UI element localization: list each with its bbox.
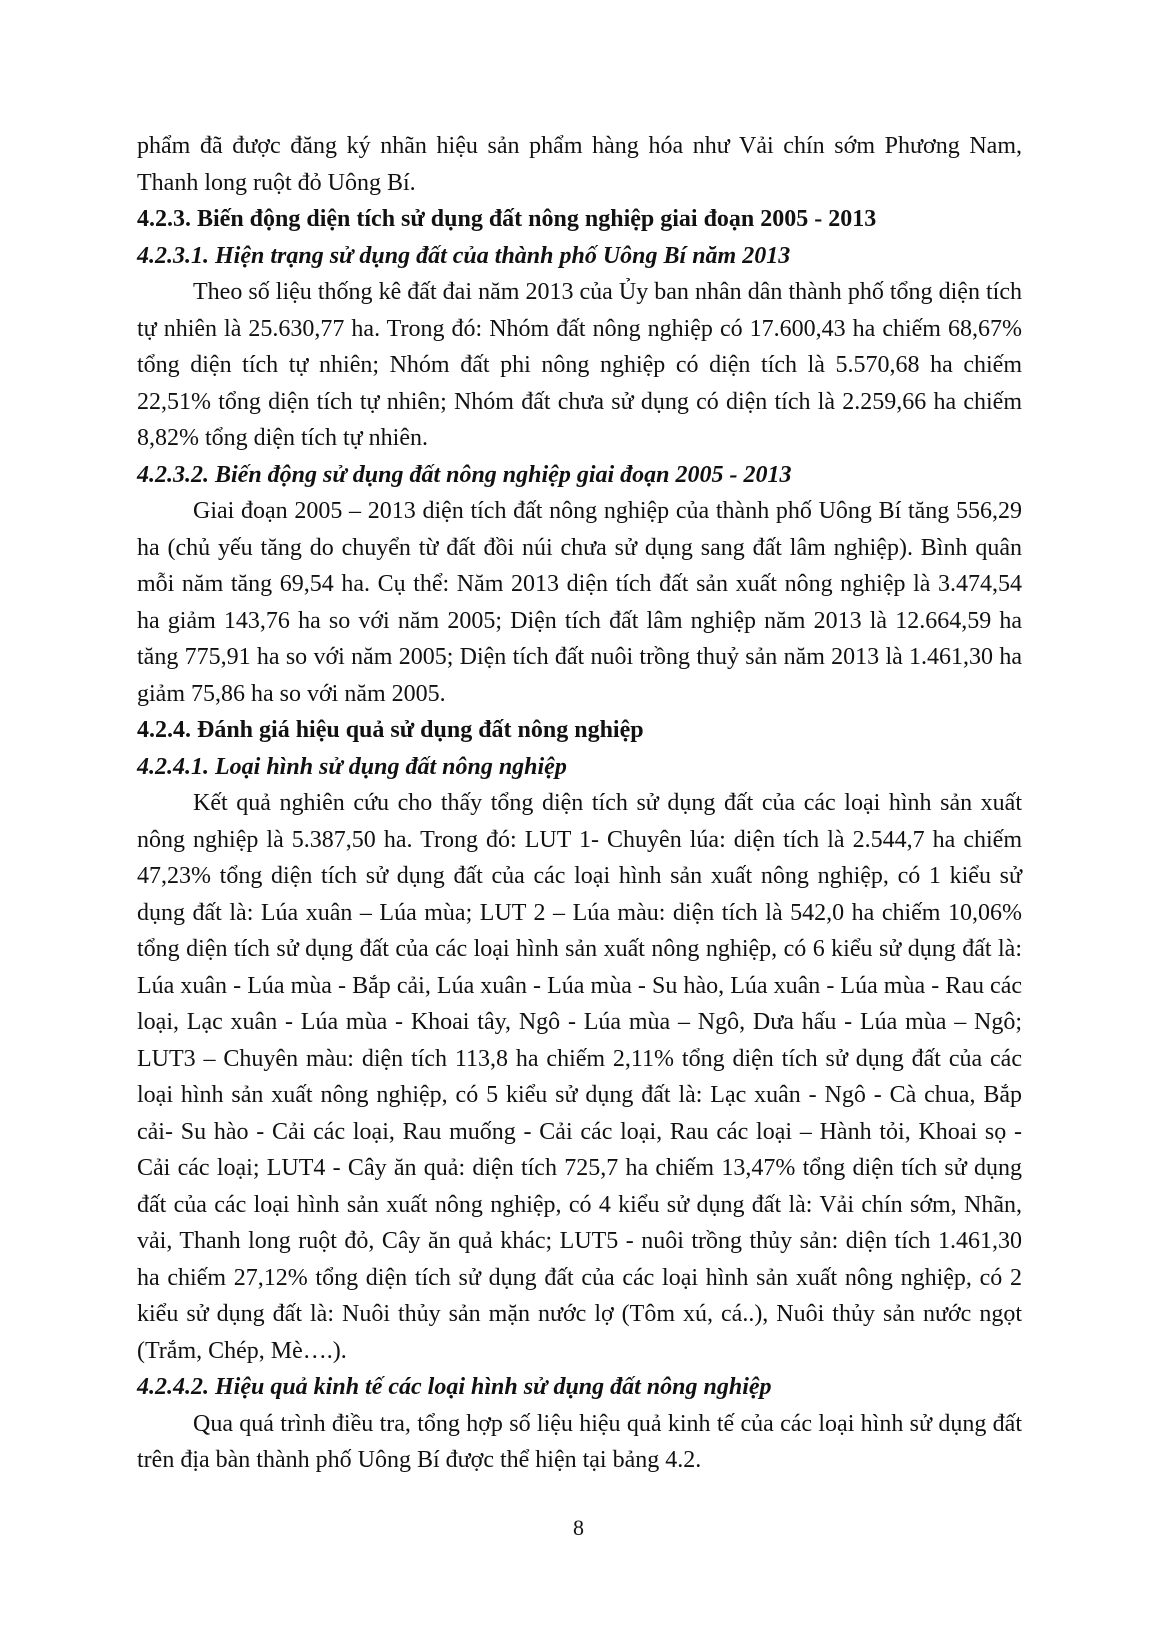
page-number: 8 <box>573 1515 584 1540</box>
heading-4-2-4-2: 4.2.4.2. Hiệu quả kinh tế các loại hình sử dụng đất nông nghiệp <box>137 1374 772 1400</box>
paragraph-4-2-3-2: Giai đoạn 2005 – 2013 diện tích đất nông nghiệp của thành phố Uông Bí tăng 556,29 ha (chủ yếu tăng do chuyển từ đất đồi núi chưa sử dụng sang đất lâm nghiệp). Bình quân mỗi năm tăng 69,54 ha. Cụ thể: Năm 2013 diện tích đất sản xuất nông nghiệp là 3.474,54 ha giảm 143,76 ha so với năm 2005; Diện tích đất lâm nghiệp năm 2013 là 12.664,59 ha tăng 775,91 ha so với năm 2005; Diện tích đất nuôi trồng thuỷ sản năm 2013 là 1.461,30 ha giảm 75,86 ha so với năm 2005. <box>137 498 1022 707</box>
heading-4-2-3-2: 4.2.3.2. Biến động sử dụng đất nông nghiệp giai đoạn 2005 - 2013 <box>137 461 792 488</box>
heading-4-2-4-1: 4.2.4.1. Loại hình sử dụng đất nông nghiệp <box>137 753 567 780</box>
paragraph-4-2-3-1: Theo số liệu thống kê đất đai năm 2013 của Ủy ban nhân dân thành phố tổng diện tích tự nhiên là 25.630,77 ha. Trong đó: Nhóm đất nông nghiệp có 17.600,43 ha chiếm 68,67% tổng diện tích tự nhiên; Nhóm đất phi nông nghiệp có diện tích là 5.570,68 ha chiếm 22,51% tổng diện tích tự nhiên; Nhóm đất chưa sử dụng có diện tích là 2.259,66 ha chiếm 8,82% tổng diện tích tự nhiên. <box>137 279 1022 451</box>
continuation-paragraph: phẩm đã được đăng ký nhãn hiệu sản phẩm hàng hóa như Vải chín sớm Phương Nam, Thanh long ruột đỏ Uông Bí. <box>137 133 1022 196</box>
paragraph-4-2-4-2: Qua quá trình điều tra, tổng hợp số liệu hiệu quả kinh tế của các loại hình sử dụng đất trên địa bàn thành phố Uông Bí được thể hiện tại bảng 4.2. <box>137 1410 1022 1473</box>
heading-4-2-3: 4.2.3. Biến động diện tích sử dụng đất nông nghiệp giai đoạn 2005 - 2013 <box>137 206 877 232</box>
heading-4-2-3-1: 4.2.3.1. Hiện trạng sử dụng đất của thành phố Uông Bí năm 2013 <box>137 242 791 269</box>
paragraph-4-2-4-1: Kết quả nghiên cứu cho thấy tổng diện tích sử dụng đất của các loại hình sản xuất nông nghiệp là 5.387,50 ha. Trong đó: LUT 1- Chuyên lúa: diện tích là 2.544,7 ha chiếm 47,23% tổng diện tích sử dụng đất của các loại hình sản xuất nông nghiệp, có 1 kiểu sử dụng đất là: Lúa xuân – Lúa mùa; LUT 2 – Lúa màu: diện tích là 542,0 ha chiếm 10,06% tổng diện tích sử dụng đất của các loại hình sản xuất nông nghiệp, có 6 kiểu sử dụng đất là: Lúa xuân - Lúa mùa - Bắp cải, Lúa xuân - Lúa mùa - Su hào, Lúa xuân - Lúa mùa - Rau các loại, Lạc xuân - Lúa mùa - Khoai tây, Ngô - Lúa mùa – Ngô, Dưa hấu - Lúa mùa – Ngô; LUT3 – Chuyên màu: diện tích 113,8 ha chiếm 2,11% tổng diện tích sử dụng đất của các loại hình sản xuất nông nghiệp, có 5 kiểu sử dụng đất là: Lạc xuân - Ngô - Cà chua, Bắp cải- Su hào - Cải các loại, Rau muống - Cải các loại, Rau các loại – Hành tỏi, Khoai sọ - Cải các loại; LUT4 - Cây ăn quả: diện tích 725,7 ha chiếm 13,47% tổng diện tích sử dụng đất của các loại hình sản xuất nông nghiệp, có 4 kiểu sử dụng đất là: Vải chín sớm, Nhãn, vải, Thanh long ruột đỏ, Cây ăn quả khác; LUT5 - nuôi trồng thủy sản: diện tích 1.461,30 ha chiếm 27,12% tổng diện tích sử dụng đất của các loại hình sản xuất nông nghiệp, có 2 kiểu sử dụng đất là: Nuôi thủy sản mặn nước lợ (Tôm xú, cá..), Nuôi thủy sản nước ngọt (Trắm, Chép, Mè….). <box>137 790 1022 1364</box>
document-page <box>137 128 1022 1479</box>
heading-4-2-4: 4.2.4. Đánh giá hiệu quả sử dụng đất nông nghiệp <box>137 717 644 743</box>
